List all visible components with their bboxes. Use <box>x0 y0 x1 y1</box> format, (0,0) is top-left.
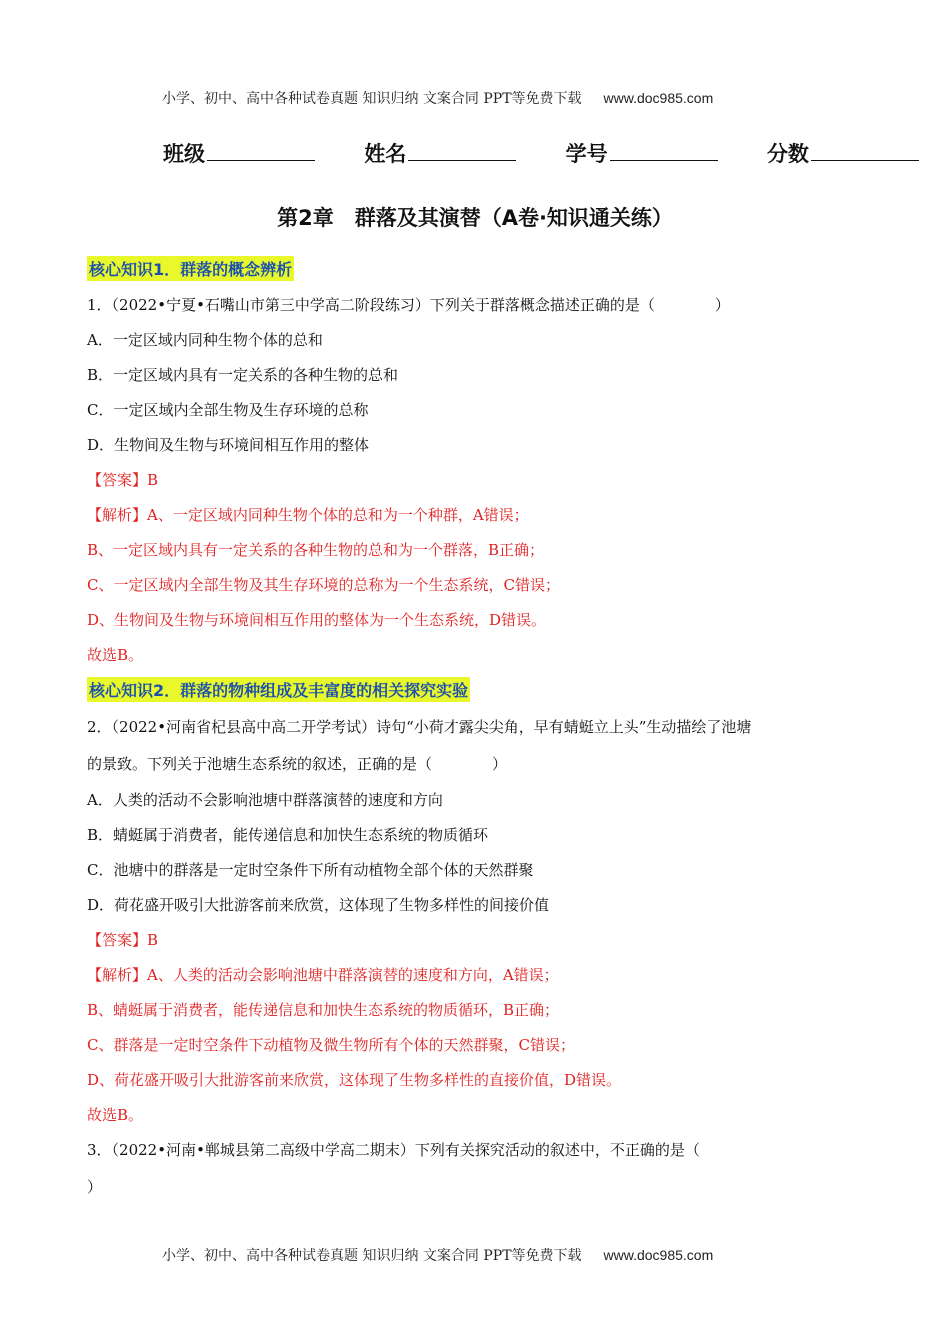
field-name-blank[interactable] <box>408 140 516 161</box>
q2-analysis-2: B、蜻蜓属于消费者，能传递信息和加快生态系统的物质循环，B正确； <box>87 1001 560 1019</box>
field-number-blank[interactable] <box>610 140 718 161</box>
question-2-line2: 的景致。下列关于池塘生态系统的叙述，正确的是（ ） <box>87 755 508 773</box>
question-2-line1: 2．（2022•河南省杞县高中高二开学考试）诗句“小荷才露尖尖角，早有蜻蜓立上头”生动描绘了池塘 <box>87 718 752 736</box>
q2-option-d: D．荷花盛开吸引大批游客前来欣赏，这体现了生物多样性的间接价值 <box>87 896 550 914</box>
page-footer <box>162 1245 713 1265</box>
q1-option-d: D．生物间及生物与环境间相互作用的整体 <box>87 436 370 454</box>
q1-answer: 【答案】B <box>87 471 159 489</box>
q1-conclusion: 故选B。 <box>87 646 144 664</box>
field-number <box>566 138 718 168</box>
q1-analysis-4: D、生物间及生物与环境间相互作用的整体为一个生态系统，D错误。 <box>87 611 547 629</box>
field-class-blank[interactable] <box>207 140 315 161</box>
footer-text: 小学、初中、高中各种试卷真题 知识归纳 文案合同 PPT等免费下载 <box>162 1248 582 1264</box>
q2-option-a: A．人类的活动不会影响池塘中群落演替的速度和方向 <box>87 791 443 809</box>
question-1: 1．（2022•宁夏•石嘴山市第三中学高二阶段练习）下列关于群落概念描述正确的是（ ） <box>87 296 730 314</box>
footer-url[interactable]: www.doc985.com <box>603 1247 714 1263</box>
q1-analysis-1: 【解析】A、一定区域内同种生物个体的总和为一个种群，A错误； <box>87 506 529 524</box>
q2-analysis-4: D、荷花盛开吸引大批游客前来欣赏，这体现了生物多样性的直接价值，D错误。 <box>87 1071 622 1089</box>
q1-analysis-3: C、一定区域内全部生物及其生存环境的总称为一个生态系统，C错误； <box>87 576 560 594</box>
field-score <box>767 138 919 168</box>
q2-option-b: B．蜻蜓属于消费者，能传递信息和加快生态系统的物质循环 <box>87 826 489 844</box>
field-name-label: 姓名 <box>364 142 407 166</box>
question-3-line1: 3．（2022•河南•郸城县第二高级中学高二期末）下列有关探究活动的叙述中，不正确的是（ <box>87 1141 700 1159</box>
q1-option-b: B．一定区域内具有一定关系的各种生物的总和 <box>87 366 399 384</box>
section1-heading: 核心知识1．群落的概念辨析 <box>87 256 294 281</box>
field-score-label: 分数 <box>766 142 809 166</box>
field-name <box>364 138 516 168</box>
field-number-label: 学号 <box>565 142 608 166</box>
field-class <box>163 138 315 168</box>
q1-analysis-2: B、一定区域内具有一定关系的各种生物的总和为一个群落，B正确； <box>87 541 545 559</box>
header-text: 小学、初中、高中各种试卷真题 知识归纳 文案合同 PPT等免费下载 <box>162 91 582 107</box>
q2-conclusion: 故选B。 <box>87 1106 144 1124</box>
q2-analysis-3: C、群落是一定时空条件下动植物及微生物所有个体的天然群聚，C错误； <box>87 1036 575 1054</box>
q2-answer: 【答案】B <box>87 931 159 949</box>
field-score-blank[interactable] <box>811 140 919 161</box>
q2-analysis-1: 【解析】A、人类的活动会影响池塘中群落演替的速度和方向，A错误； <box>87 966 559 984</box>
q1-option-a: A．一定区域内同种生物个体的总和 <box>87 331 323 349</box>
question-3-line2: ） <box>87 1178 103 1196</box>
header-url[interactable]: www.doc985.com <box>603 90 714 106</box>
page-header <box>162 88 713 108</box>
field-class-label: 班级 <box>163 142 205 166</box>
section2-heading: 核心知识2．群落的物种组成及丰富度的相关探究实验 <box>87 677 470 702</box>
q1-option-c: C．一定区域内全部生物及生存环境的总称 <box>87 401 369 419</box>
student-fields <box>163 138 919 168</box>
page-title: 第2章 群落及其演替（A卷·知识通关练） <box>277 206 673 230</box>
q2-option-c: C．池塘中的群落是一定时空条件下所有动植物全部个体的天然群聚 <box>87 861 534 879</box>
